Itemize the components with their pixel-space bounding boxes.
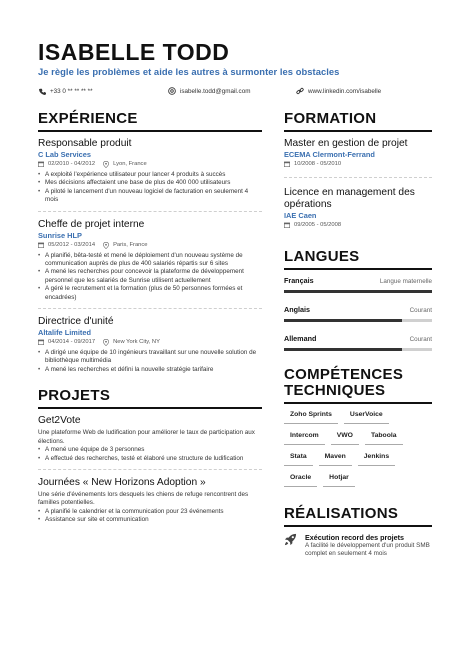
achievement-title: Exécution record des projets [305,533,405,542]
job-dates: 05/2012 - 03/2014 [48,241,96,248]
language-name: Anglais [284,305,310,314]
website-contact[interactable] [296,86,381,96]
job-location: Lyon, France [113,161,147,167]
skill-tag: Zoho Sprints [284,410,338,424]
job-bullets [38,252,262,302]
bullet-item: • A mené une équipe de 3 personnes [38,446,262,454]
at-icon [168,87,176,95]
tagline: Je règle les problèmes et aide les autres à surmonter les obstacles [38,66,340,77]
proficiency-bar [284,348,432,351]
project-description: Une plateforme Web de ludification pour améliorer le taux de participation aux élections. [38,429,255,445]
bullet-item: • A planifié, bêta-testé et mené le déploiement d'un nouveau système de communication auprès de plus de 400 salariés répartis sur 6 sites [38,252,262,269]
language-item [284,276,432,293]
achievements-section [284,505,432,559]
experience-entry [38,316,262,380]
job-bullets [38,349,262,374]
job-meta [38,160,262,169]
experience-section [38,110,262,380]
company-name: Altalife Limited [38,328,91,338]
education-title: FORMATION [284,110,432,132]
calendar-icon [38,242,45,249]
skill-tag: Intercom [284,431,325,445]
experience-title: EXPÉRIENCE [38,110,262,132]
location-pin-icon [103,242,110,249]
calendar-icon [284,161,291,168]
proficiency-fill [284,319,402,322]
skill-tag: VWO [331,431,359,445]
skills-section [284,367,432,487]
job-location: New York City, NY [113,339,160,346]
bullet-item: • A exploité l'expérience utilisateur pour lancer 4 produits à succès [38,171,262,179]
achievement-description: A facilité le développement d'un produit SMB complet en seulement 4 mois [305,542,430,558]
bullet-item: • A dirigé une équipe de 10 ingénieurs travaillant sur une nouvelle solution de bibliothèque multimédia [38,349,262,366]
skills-title-line: TECHNIQUES [284,382,386,399]
proficiency-fill [284,348,402,351]
project-entry [38,415,262,470]
project-description: Une série d'événements lors desquels les chiens de refuge rencontrent des familles potentielles. [38,490,249,507]
bullet-item: • A planifié le calendrier et la communication pour 23 événements [38,508,262,516]
skills-tags [284,410,432,487]
link-icon [296,87,304,95]
company-name: Sunrise HLP [38,230,82,240]
language-item [284,305,432,322]
project-name: Journées « New Horizons Adoption » [38,476,206,488]
bullet-item: • Mes décisions affectaient une base de plus de 400 000 utilisateurs [38,179,262,187]
language-level: Langue maternelle [379,278,432,285]
job-meta [38,241,262,250]
job-dates: 02/2010 - 04/2012 [48,161,96,167]
job-meta [38,338,262,347]
proficiency-bar [284,290,432,293]
location-pin-icon [103,339,110,346]
education-meta [284,221,432,230]
bullet-item: • A mené les recherches et défini la nouvelle stratégie tarifaire [38,366,262,374]
skills-title-line: COMPÉTENCES [284,366,404,383]
location-pin-icon [103,161,110,168]
bullet-item: • A piloté le lancement d'un nouveau logiciel de facturation en seulement 4 mois [38,188,262,205]
project-entry [38,477,262,531]
bullet-item: • Assistance sur site et communication [38,516,262,524]
job-title: Directrice d'unité [38,316,114,328]
achievements-title: RÉALISATIONS [284,505,432,527]
education-meta [284,160,432,169]
language-name: Allemand [284,334,317,343]
phone-contact [38,86,93,96]
bullet-item: • A géré le recrutement et la formation (plus de 50 personnes formées et encadrées) [38,285,262,302]
achievement-item [284,533,432,559]
company-name: C Lab Services [38,150,91,159]
experience-entry [38,219,262,309]
education-dates: 09/2005 - 05/2008 [294,222,342,228]
education-entry [284,187,432,238]
job-title: Responsable produit [38,138,132,149]
candidate-name: ISABELLE TODD [38,39,230,65]
education-section [284,110,432,238]
bullet-item: • A mené les recherches pour concevoir la plateforme de développement personnel que les salariés de Sunrise utilisent actuellement [38,268,262,285]
skill-tag: Taboola [365,431,403,445]
bullet-item: • A effectué des recherches, testé et élaboré une structure de ludification [38,455,262,463]
school-name: ECEMA Clermont-Ferrand [284,150,375,159]
email-text[interactable]: isabelle.todd@gmail.com [180,87,251,95]
rocket-icon [284,533,298,547]
language-name: Français [284,276,314,285]
calendar-icon [38,339,45,346]
project-bullets [38,446,262,463]
language-level: Courant [409,307,432,314]
language-level: Courant [409,336,432,343]
language-item [284,334,432,351]
job-title: Cheffe de projet interne [38,218,145,230]
job-bullets [38,171,262,205]
proficiency-bar [284,319,432,322]
job-location: Paris, France [113,241,148,248]
right-column [284,110,432,559]
languages-section [284,248,432,351]
education-dates: 10/2008 - 05/2010 [294,161,342,167]
left-column [38,110,262,538]
email-contact[interactable] [168,86,250,96]
proficiency-fill [284,290,432,293]
degree-title: Master en gestion de projet [284,138,408,149]
projects-title: PROJETS [38,387,262,409]
skill-tag: Maven [319,452,352,466]
skill-tag: Jenkins [358,452,395,466]
project-bullets [38,508,262,525]
skill-tag: Oracle [284,473,317,487]
calendar-icon [38,161,45,168]
skill-tag: Stata [284,452,313,466]
experience-entry [38,138,262,212]
phone-icon [38,87,46,95]
degree-title: Licence en management des opérations [284,187,415,210]
education-entry [284,138,432,178]
projects-section [38,387,262,530]
calendar-icon [284,222,291,229]
website-text[interactable]: www.linkedin.com/isabelle [308,87,382,95]
skill-tag: UserVoice [344,410,389,424]
job-dates: 04/2014 - 09/2017 [48,339,96,346]
school-name: IAE Caen [284,211,317,220]
phone-text: +33 0 ** ** ** ** [50,87,93,95]
languages-title: LANGUES [284,248,432,270]
skills-title [284,367,432,404]
skill-tag: Hotjar [323,473,355,487]
project-name: Get2Vote [38,415,81,427]
